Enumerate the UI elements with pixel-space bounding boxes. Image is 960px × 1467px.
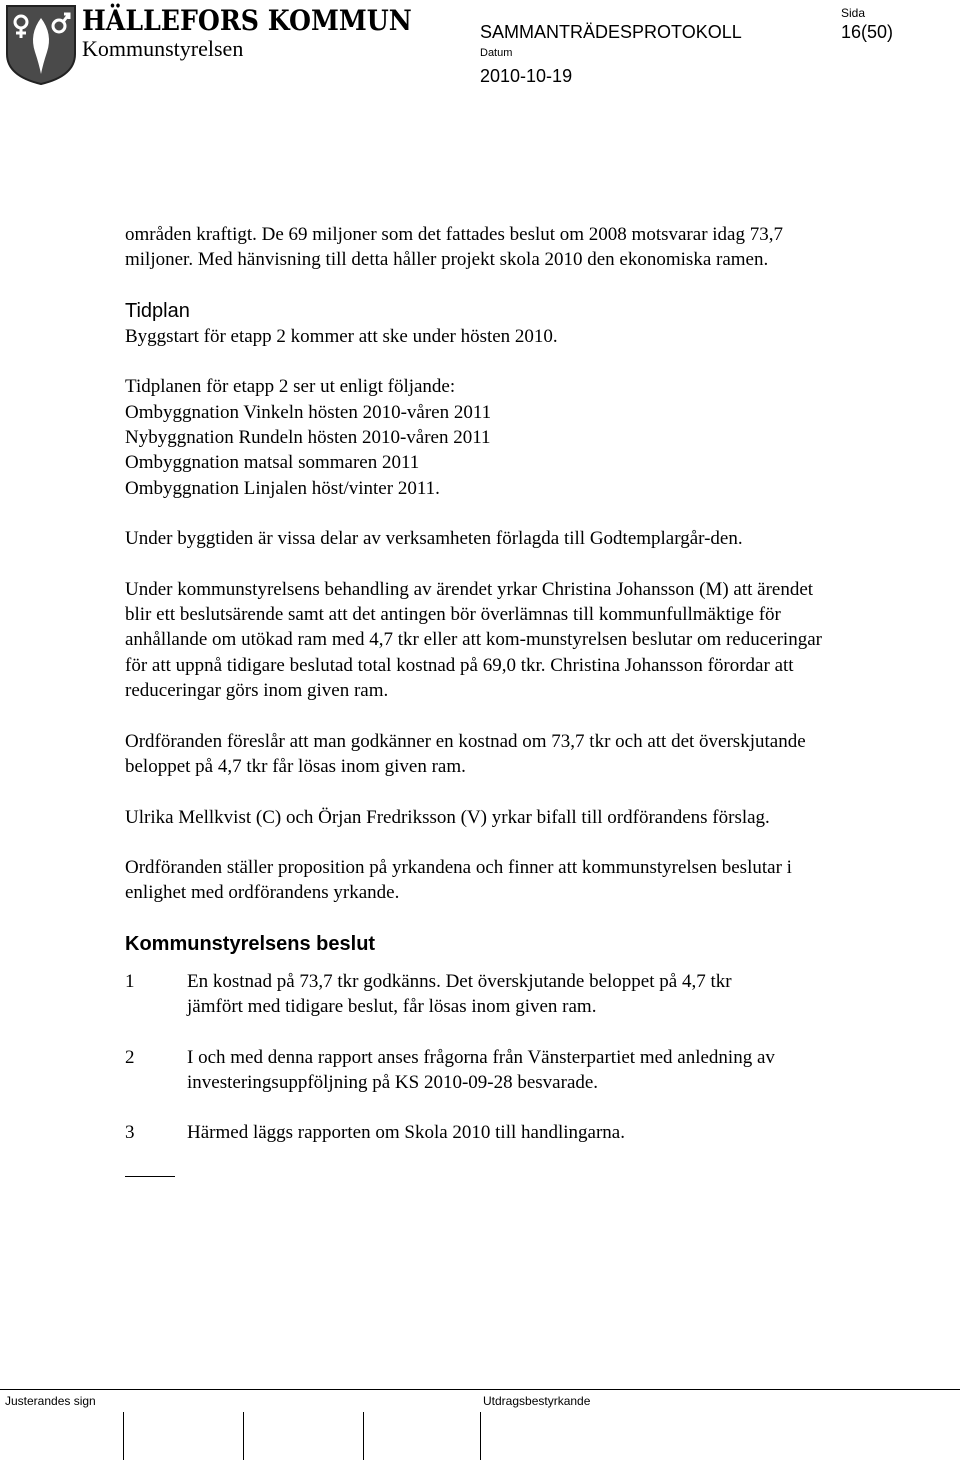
paragraph-proposition: Ordföranden ställer proposition på yrkandena och finner att kommunstyrelsen beslutar i enlighet med ordförandens yrkande. — [125, 856, 792, 904]
decision-text: En kostnad på 73,7 tkr godkänns. Det överskjutande beloppet på 4,7 tkr jämfört med tidigare beslut, får lösas inom given ram. — [187, 970, 732, 1018]
page-header — [0, 0, 960, 100]
date-label: Datum — [480, 47, 513, 59]
paragraph-tidplan: Byggstart för etapp 2 kommer att ske under hösten 2010. — [125, 325, 558, 347]
page-number: 16(50) — [841, 22, 894, 42]
section-heading-tidplan: Tidplan — [125, 299, 190, 322]
signature-divider — [480, 1412, 481, 1460]
utdragsbestyrkande-label: Utdragsbestyrkande — [483, 1394, 591, 1408]
page-label: Sida — [841, 6, 866, 20]
paragraph-johansson-motion: Under kommunstyrelsens behandling av ärendet yrkar Christina Johansson (M) att ärendet blir ett beslutsärende samt att det antingen bör överlämnas till kommunfullmäktige för anhållande om utökad ram med 4,7 tkr eller att kom-munstyrelsen beslutar om reduceringar för att uppnå tidigare beslutad total kostnad på 69,0 tkr. Christina Johansson förordar att reduceringar görs inom given ram. — [125, 578, 822, 702]
decision-item — [125, 1120, 825, 1145]
end-divider — [125, 1176, 175, 1177]
decision-text: I och med denna rapport anses frågorna från Vänsterpartiet med anledning av investeringsuppföljning på KS 2010-09-28 besvarade. — [187, 1046, 775, 1093]
document-type: SAMMANTRÄDESPROTOKOLL — [480, 22, 742, 42]
paragraph-support: Ulrika Mellkvist (C) och Örjan Fredriksson (V) yrkar bifall till ordförandens förslag. — [125, 806, 770, 828]
document-body — [125, 222, 825, 1177]
municipality-coat-of-arms-logo — [5, 4, 77, 86]
organization-name: HÄLLEFORS KOMMUN — [82, 4, 412, 37]
organization-unit: Kommunstyrelsen — [82, 36, 244, 61]
schedule-intro: Tidplanen för etapp 2 ser ut enligt följande: — [125, 376, 456, 398]
paragraph-budget: områden kraftigt. De 69 miljoner som det fattades beslut om 2008 motsvarar idag 73,7 miljoner. Med hänvisning till detta håller projekt skola 2010 den ekonomiska ramen. — [125, 224, 783, 271]
paragraph-chair-proposal: Ordföranden föreslår att man godkänner en kostnad om 73,7 tkr och att det överskjutande beloppet på 4,7 tkr får lösas inom given ram. — [125, 730, 806, 778]
schedule-item: Nybyggnation Rundeln hösten 2010-våren 2011 — [125, 427, 491, 449]
decision-text: Härmed läggs rapporten om Skola 2010 till handlingarna. — [187, 1122, 625, 1144]
paragraph-godtemplargarden: Under byggtiden är vissa delar av verksamheten förlagda till Godtemplargår-den. — [125, 528, 743, 550]
schedule-item: Ombyggnation Vinkeln hösten 2010-våren 2011 — [125, 401, 492, 423]
decision-number: 1 — [125, 970, 135, 992]
signature-divider — [363, 1412, 364, 1460]
schedule-item: Ombyggnation matsal sommaren 2011 — [125, 452, 420, 474]
signature-divider — [243, 1412, 244, 1460]
schedule-item: Ombyggnation Linjalen höst/vinter 2011. — [125, 477, 440, 499]
decision-number: 2 — [125, 1046, 135, 1068]
decision-item — [125, 969, 825, 1020]
signature-footer — [0, 1389, 960, 1467]
justerandes-sign-label: Justerandes sign — [5, 1394, 96, 1408]
signature-divider — [123, 1412, 124, 1460]
decision-item — [125, 1045, 825, 1096]
date-value: 2010-10-19 — [480, 66, 573, 86]
section-heading-decision: Kommunstyrelsens beslut — [125, 932, 376, 955]
decision-number: 3 — [125, 1122, 135, 1144]
decision-list — [125, 969, 825, 1146]
